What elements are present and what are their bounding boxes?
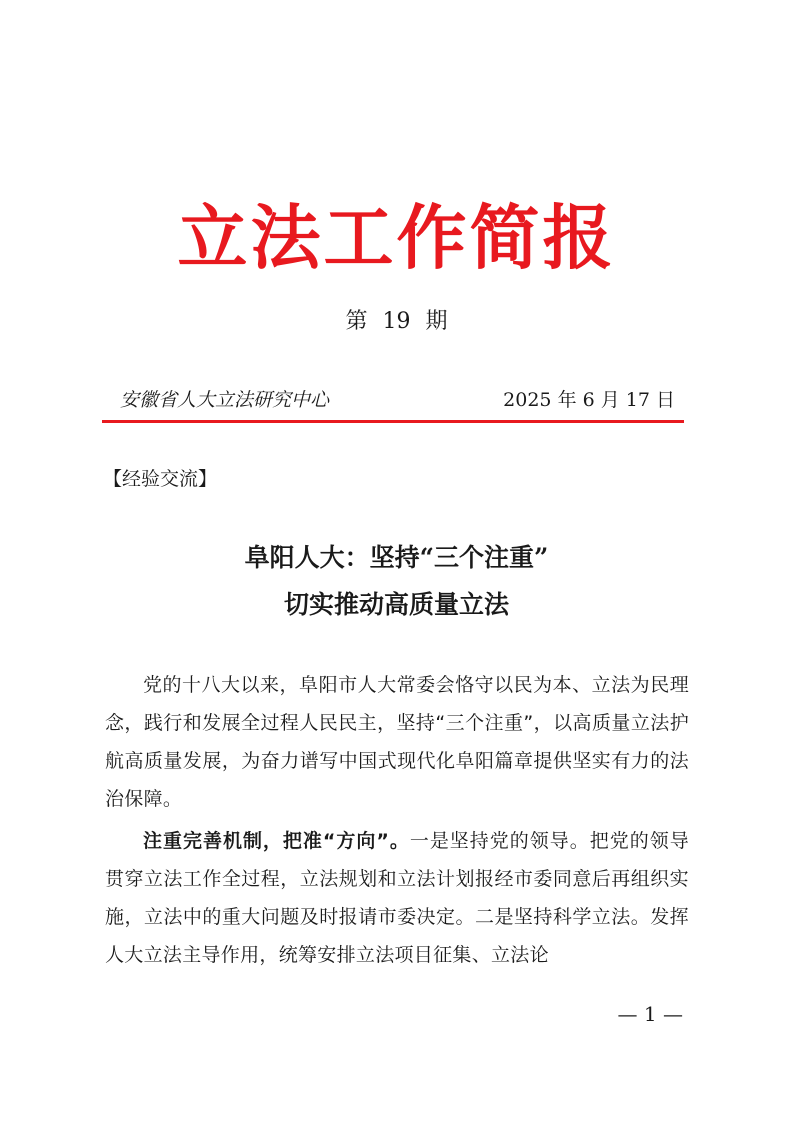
article-title-line-1: 阜阳人大：坚持“三个注重” — [244, 543, 549, 572]
page-number: — 1 — — [617, 1002, 683, 1026]
bulletin-masthead-title: 立法工作简报 — [177, 196, 616, 279]
issue-date: 2025 年 6 月 17 日 — [503, 389, 675, 411]
column-tag: 【经验交流】 — [103, 468, 218, 490]
article-title-line-2: 切实推动高质量立法 — [283, 590, 509, 619]
issue-number: 第 19 期 — [345, 309, 448, 334]
paragraph-mechanism-text: 一是坚持党的领导。把党的领导贯穿立法工作全过程，立法规划和立法计划报经市委同意后再组织实施，立法中的重大问题及时报请市委决定。二是坚持科学立法。发挥人大立法主导作用，统筹安排立法项目征集、立法论 — [105, 830, 689, 966]
paragraph-lead-heading: 注重完善机制，把准“方向”。 — [143, 830, 410, 852]
paragraph-intro: 党的十八大以来，阜阳市人大常委会恪守以民为本、立法为民理念，践行和发展全过程人民民主，坚持“三个注重”，以高质量立法护航高质量发展，为奋力谱写中国式现代化阜阳篇章提供坚实有力的法治保障。 — [105, 674, 689, 810]
article-body — [105, 666, 689, 974]
red-divider-rule — [102, 420, 684, 423]
article-title — [0, 534, 793, 628]
issuer-name: 安徽省人大立法研究中心 — [120, 389, 330, 411]
paragraph-mechanism — [105, 822, 689, 974]
